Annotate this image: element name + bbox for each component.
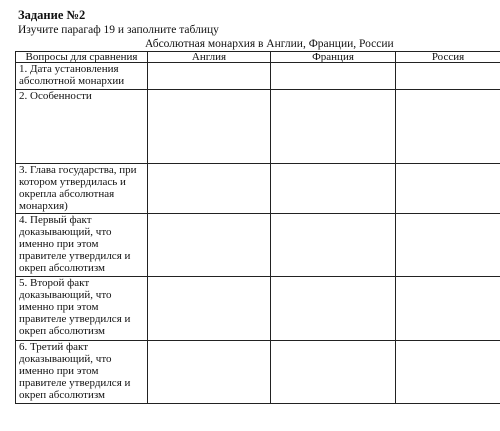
answer-cell-france[interactable] (271, 277, 396, 341)
answer-cell-england[interactable] (148, 63, 271, 90)
answer-cell-france[interactable] (271, 164, 396, 214)
answer-cell-england[interactable] (148, 341, 271, 404)
question-cell: 6. Третий факт доказывающий, что именно при этом правителе утвердился и окреп абсолютизм (16, 341, 148, 404)
question-cell: 3. Глава государства, при котором утвердилась и окрепла абсолютная монархия) (16, 164, 148, 214)
answer-cell-france[interactable] (271, 214, 396, 277)
task-instruction: Изучите парагаф 19 и заполните таблицу (18, 24, 219, 36)
answer-cell-russia[interactable] (396, 341, 500, 404)
answer-cell-russia[interactable] (396, 63, 500, 90)
answer-cell-england[interactable] (148, 164, 271, 214)
comparison-table (15, 51, 500, 404)
question-cell: 4. Первый факт доказывающий, что именно при этом правителе утвердился и окреп абсолютизм (16, 214, 148, 277)
answer-cell-england[interactable] (148, 214, 271, 277)
column-header-questions: Вопросы для сравнения (16, 52, 148, 63)
answer-cell-france[interactable] (271, 90, 396, 164)
table-row (16, 277, 500, 341)
table-header-row (16, 52, 500, 63)
question-cell: 1. Дата установления абсолютной монархии (16, 63, 148, 90)
table-row (16, 90, 500, 164)
table-row (16, 164, 500, 214)
table-row (16, 341, 500, 404)
answer-cell-england[interactable] (148, 277, 271, 341)
answer-cell-france[interactable] (271, 63, 396, 90)
answer-cell-russia[interactable] (396, 277, 500, 341)
table-row (16, 214, 500, 277)
answer-cell-russia[interactable] (396, 90, 500, 164)
question-cell: 2. Особенности (16, 90, 148, 164)
answer-cell-france[interactable] (271, 341, 396, 404)
table-row (16, 63, 500, 90)
column-header-england: Англия (148, 52, 271, 63)
answer-cell-russia[interactable] (396, 164, 500, 214)
column-header-france: Франция (271, 52, 396, 63)
question-cell: 5. Второй факт доказывающий, что именно при этом правителе утвердился и окреп абсолютизм (16, 277, 148, 341)
answer-cell-england[interactable] (148, 90, 271, 164)
column-header-russia: Россия (396, 52, 500, 63)
answer-cell-russia[interactable] (396, 214, 500, 277)
table-caption: Абсолютная монархия в Англии, Франции, России (145, 38, 394, 50)
task-title: Задание №2 (18, 8, 86, 22)
